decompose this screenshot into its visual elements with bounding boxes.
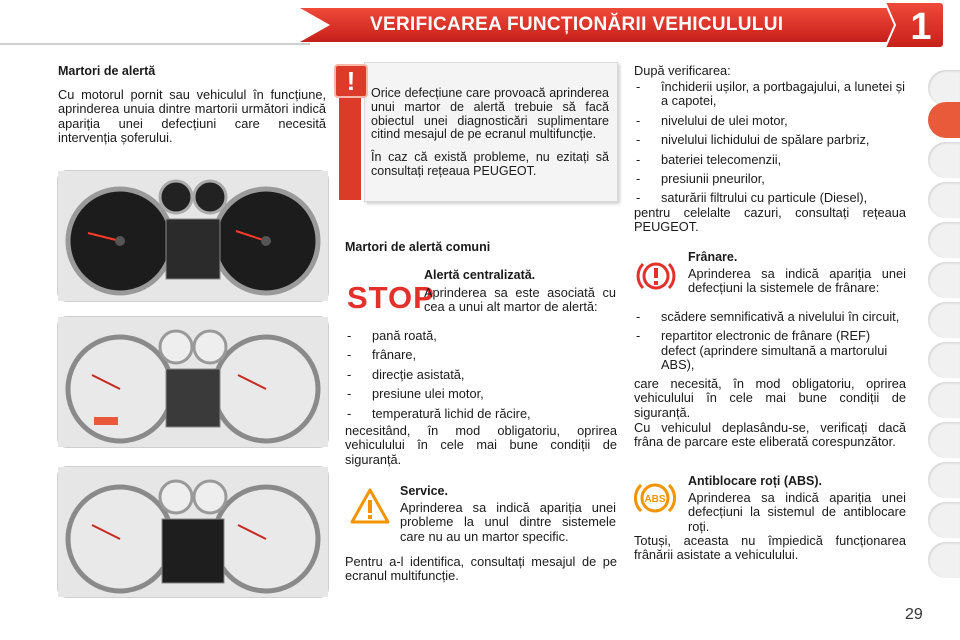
page-number: 29 [905,606,923,623]
chapter-tab[interactable] [928,222,960,258]
list-item: - direcție asistată, [345,368,617,382]
braking-desc: Aprinderea sa indică apariția unei defecțiuni la sistemele de frânare: [688,266,906,296]
chapter-tab[interactable] [928,382,960,418]
list-item: - nivelului lichidului de spălare parbriz, [634,133,906,147]
service-triangle-icon [350,488,390,524]
chapter-tab[interactable] [928,262,960,298]
warning-exclamation-icon: ! [334,64,368,98]
list-item: - presiunii pneurilor, [634,172,906,186]
chapter-tab[interactable] [928,182,960,218]
instrument-cluster-illustration [57,316,329,448]
central-alert-list [345,329,617,426]
braking-footer: care necesită, în mod obligatoriu, oprirea vehiculului în cele mai bune condiții de siguranță. [634,376,906,420]
after-check-footer: pentru celelalte cazuri, consultați rețeaua PEUGEOT. [634,205,906,235]
central-alert-title: Alertă centralizată. [424,268,536,282]
section-heading: Martori de alertă [58,64,156,78]
central-alert-desc: Aprinderea sa este asociată cu cea a unui alt martor de alertă: [424,285,616,315]
list-item: - saturării filtrului cu particule (Diesel), [634,191,906,205]
chapter-tab[interactable] [928,462,960,498]
service-desc: Aprinderea sa indică apariția unei probleme la unul dintre sistemele care nu au un martor specific. [400,500,616,544]
brake-icon [636,256,676,296]
svg-text:ABS: ABS [644,494,666,505]
intro-paragraph: Cu motorul pornit sau vehiculul în funcțiune, aprinderea unuia dintre martorii următori indică apariția unei defecțiuni care necesită intervenția șoferului. [58,87,326,146]
chapter-tab[interactable] [928,502,960,538]
chapter-tab[interactable] [928,302,960,338]
after-check-intro: După verificarea: [634,63,731,78]
braking-title: Frânare. [688,250,738,264]
chapter-tab[interactable] [928,542,960,578]
svg-text:STOP: STOP [347,280,435,315]
stop-icon [345,280,435,315]
warning-text: Orice defecțiune care provoacă aprinderea unui martor de alertă trebuie să facă obiectul unei diagnosticări suplimentare citind mesajul de pe ecranul multifuncție. [371,86,609,142]
chapter-number: 1 [910,6,932,48]
after-check-list [634,80,906,211]
chapter-tab[interactable] [928,342,960,378]
list-item: - frânare, [345,348,617,362]
warning-text-network: În caz că există probleme, nu ezitați să consultați rețeaua PEUGEOT. [371,150,609,178]
abs-footer: Totuși, aceasta nu împiedică funcționarea frânării asistate a vehiculului. [634,533,906,563]
abs-icon [634,478,676,518]
braking-list [634,310,906,378]
list-item: - scădere semnificativă a nivelului în circuit, [634,310,906,324]
service-title: Service. [400,484,448,498]
list-item: - repartitor electronic de frânare (REF) defect (aprindere simultană a martorului ABS), [634,329,906,372]
common-alerts-heading: Martori de alertă comuni [345,240,491,254]
chapter-tab[interactable] [928,422,960,458]
warning-note-box [364,62,618,202]
abs-title: Antiblocare roți (ABS). [688,474,823,488]
instrument-cluster-illustration [57,170,329,302]
list-item: - nivelului de ulei motor, [634,114,906,128]
list-item: - bateriei telecomenzii, [634,153,906,167]
instrument-cluster-illustration [57,466,329,598]
list-item: - pană roată, [345,329,617,343]
braking-footer-parking: Cu vehiculul deplasându-se, verificați dacă frâna de parcare este eliberată corespunzător. [634,420,906,450]
list-item: - temperatură lichid de răcire, [345,407,617,421]
list-item: - presiune ulei motor, [345,387,617,401]
abs-desc: Aprinderea sa indică apariția unei defecțiuni la sistemul de antiblocare roți. [688,490,906,534]
chapter-tab[interactable] [928,70,960,106]
service-footer: Pentru a-l identifica, consultați mesajul de pe ecranul multifuncție. [345,554,617,584]
chapter-title: VERIFICAREA FUNCȚIONĂRII VEHICULULUI [370,14,784,35]
chapter-tab[interactable] [928,142,960,178]
chapter-tabs [928,70,960,580]
chapter-tab-active[interactable] [928,102,960,138]
central-alert-footer: necesitând, în mod obligatoriu, oprirea vehiculului în cele mai bune condiții de siguranță. [345,423,617,467]
page-header [0,0,960,50]
list-item: - închiderii ușilor, a portbagajului, a lunetei și a capotei, [634,80,906,109]
